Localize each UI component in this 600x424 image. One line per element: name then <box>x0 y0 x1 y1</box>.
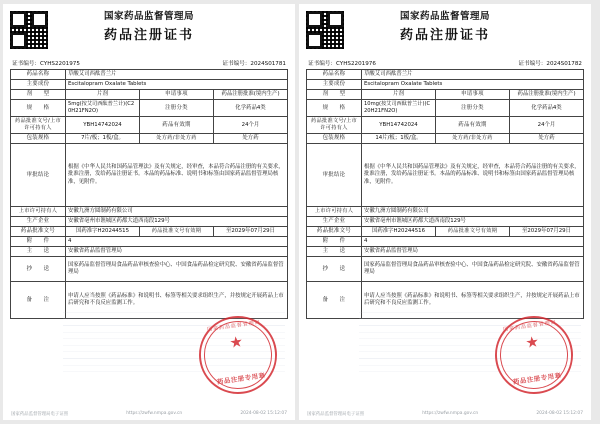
table-row-review <box>307 144 584 207</box>
cert-no-label: 证书编号： <box>12 61 40 67</box>
review-label: 审批结论 <box>11 144 66 207</box>
remark-label: 备 注 <box>11 282 66 319</box>
table-row <box>11 217 288 227</box>
review-text: 根据《中华人民共和国药品管理法》及有关规定，经审查，本品符合药品注册的有关要求，批准注册，发给药品注册证书。本品的药品标准、说明书和标签由国家药品监督管理局核准，见附件。 <box>66 144 288 207</box>
certificate-footer <box>11 411 287 417</box>
main-to-label: 主 送 <box>11 247 66 257</box>
seal-bottom-text: 药品注册专用章 <box>216 371 267 387</box>
row-label: 包装规格 <box>11 134 66 144</box>
row-label-2: 药品有效期 <box>436 117 510 134</box>
table-row <box>11 237 288 247</box>
row-label-2: 申请事项 <box>436 90 510 100</box>
row-label: 药品批准文号/上市许可持有人 <box>307 117 362 134</box>
table-row <box>307 117 584 134</box>
footer-timestamp: 2024-08-02 15:12:07 <box>536 411 583 416</box>
approval-value: 国药准字H20244516 <box>362 227 436 237</box>
table-row <box>307 207 584 217</box>
cert-no-value: CYHS2201976 <box>335 61 376 67</box>
table-row <box>307 80 584 90</box>
table-row <box>307 90 584 100</box>
row-label: 包装规格 <box>307 134 362 144</box>
qr-code-icon[interactable] <box>306 11 344 49</box>
table-row <box>11 282 288 319</box>
qr-code-icon[interactable] <box>10 11 48 49</box>
approval-label: 药品批准文号 <box>307 227 362 237</box>
row-label-2: 注册分类 <box>140 100 214 117</box>
row-value: 14片/板；1板/盒。 <box>362 134 436 144</box>
issuing-organization: 国家药品监督管理局 <box>399 11 490 22</box>
attach-value: 4 <box>66 237 288 247</box>
table-row <box>307 227 584 237</box>
cert-no-value: CYHS2201975 <box>39 61 80 67</box>
row-value-2: 化学药品4类 <box>510 100 584 117</box>
table-row <box>307 257 584 282</box>
footer-url[interactable]: https://zwfw.nmpa.gov.cn <box>126 411 183 416</box>
star-icon: ★ <box>524 332 541 352</box>
remark-label: 备 注 <box>307 282 362 319</box>
copy-to-value: 国家药品监督管理局食品药品审核查验中心、中国食品药品检定研究院、安徽省药品监督管理局 <box>66 257 288 282</box>
certificate-header <box>10 10 288 56</box>
manufacturer-label: 生产企业 <box>307 217 362 227</box>
row-label-2: 处方药/非处方药 <box>436 134 510 144</box>
row-value: 片剂 <box>362 90 436 100</box>
row-label: 规 格 <box>11 100 66 117</box>
row-value: 5mg(按艾司西酞普兰计)(C20H21FN2O) <box>66 100 140 117</box>
certificate-title: 药品注册证书 <box>103 28 194 43</box>
certificate-numbers <box>308 59 582 67</box>
row-label: 药品名称 <box>307 70 362 80</box>
attach-label: 附 件 <box>307 237 362 247</box>
table-row <box>11 80 288 90</box>
table-row <box>11 247 288 257</box>
manufacturer-value: 安徽省亳州市谯城区药都大道西南段129号 <box>66 217 288 227</box>
row-value-2: 药品注册批准(境内生产) <box>510 90 584 100</box>
cert-no-label: 证书编号： <box>308 61 336 67</box>
row-label: 剂 型 <box>11 90 66 100</box>
certificate-title: 药品注册证书 <box>399 28 490 43</box>
row-value-2: 24个月 <box>510 117 584 134</box>
certificate-footer <box>307 411 583 417</box>
table-row <box>11 70 288 80</box>
table-row <box>307 247 584 257</box>
footer-left: 国家药品监督管理局电子证照 <box>307 412 365 417</box>
row-value: Escitalopram Oxalate Tablets <box>66 80 288 90</box>
row-value-2: 处方药 <box>510 134 584 144</box>
certificate-card-1 <box>3 4 295 420</box>
seal-top-text: 国家药品监督管理局 <box>206 319 262 334</box>
attach-label: 附 件 <box>11 237 66 247</box>
copy-to-label: 抄 送 <box>307 257 362 282</box>
table-row <box>11 227 288 237</box>
table-row <box>307 70 584 80</box>
row-label-2: 申请事项 <box>140 90 214 100</box>
certificate-table <box>306 69 584 319</box>
row-label: 药品名称 <box>11 70 66 80</box>
issuing-organization: 国家药品监督管理局 <box>103 11 194 22</box>
seal-bottom-text: 药品注册专用章 <box>512 371 563 387</box>
main-to-value: 安徽省药品监督管理局 <box>362 247 584 257</box>
row-value: YBH14742024 <box>66 117 140 134</box>
row-value: 片剂 <box>66 90 140 100</box>
remark-value: 申请人应当按照《药品标准》和说明书、标签等相关要求组织生产，并按规定开展药品上市后研究和不良反应监测工作。 <box>66 282 288 319</box>
remark-value: 申请人应当按照《药品标准》和说明书、标签等相关要求组织生产，并按规定开展药品上市后研究和不良反应监测工作。 <box>362 282 584 319</box>
doc-no-value: 2024S01781 <box>250 61 286 67</box>
table-row-review <box>11 144 288 207</box>
review-text: 根据《中华人民共和国药品管理法》及有关规定，经审查，本品符合药品注册的有关要求，批准注册，发给药品注册证书。本品的药品标准、说明书和标签由国家药品监督管理局核准，见附件。 <box>362 144 584 207</box>
main-to-label: 主 送 <box>307 247 362 257</box>
main-to-value: 安徽省药品监督管理局 <box>66 247 288 257</box>
copy-to-label: 抄 送 <box>11 257 66 282</box>
valid-value: 至2029年07月29日 <box>214 227 288 237</box>
row-value: 10mg(按艾司西酞普兰计)(C20H21FN2O) <box>362 100 436 117</box>
row-value-2: 处方药 <box>214 134 288 144</box>
row-value-2: 24个月 <box>214 117 288 134</box>
row-label-2: 注册分类 <box>436 100 510 117</box>
table-row <box>307 100 584 117</box>
footer-url[interactable]: https://zwfw.nmpa.gov.cn <box>422 411 479 416</box>
row-value: 草酸艾司西酞普兰片 <box>362 70 584 80</box>
valid-label: 药品批准文号有效期 <box>140 227 214 237</box>
row-value-2: 化学药品4类 <box>214 100 288 117</box>
table-row <box>307 282 584 319</box>
row-label: 主要成份 <box>307 80 362 90</box>
certificate-card-2 <box>299 4 591 420</box>
certificate-numbers <box>12 59 286 67</box>
valid-label: 药品批准文号有效期 <box>436 227 510 237</box>
table-row <box>11 90 288 100</box>
attach-value: 4 <box>362 237 584 247</box>
copy-to-value: 国家药品监督管理局食品药品审核查验中心、中国食品药品检定研究院、安徽省药品监督管理局 <box>362 257 584 282</box>
row-label-2: 处方药/非处方药 <box>140 134 214 144</box>
row-value: Escitalopram Oxalate Tablets <box>362 80 584 90</box>
seal-top-text: 国家药品监督管理局 <box>502 319 558 334</box>
doc-no-value: 2024S01782 <box>546 61 582 67</box>
row-label: 规 格 <box>307 100 362 117</box>
manufacturer-label: 生产企业 <box>11 217 66 227</box>
row-label-2: 药品有效期 <box>140 117 214 134</box>
row-value: 草酸艾司西酞普兰片 <box>66 70 288 80</box>
approval-label: 药品批准文号 <box>11 227 66 237</box>
holder-label: 上市许可持有人 <box>11 207 66 217</box>
table-row <box>307 134 584 144</box>
table-row <box>11 134 288 144</box>
row-value: YBH14742024 <box>362 117 436 134</box>
table-row <box>11 117 288 134</box>
approval-value: 国药准字H20244515 <box>66 227 140 237</box>
row-label: 主要成份 <box>11 80 66 90</box>
holder-label: 上市许可持有人 <box>307 207 362 217</box>
table-row <box>11 257 288 282</box>
table-row <box>11 207 288 217</box>
table-row <box>11 100 288 117</box>
footer-timestamp: 2024-08-02 15:12:07 <box>240 411 287 416</box>
row-value-2: 药品注册批准(境内生产) <box>214 90 288 100</box>
certificate-header <box>306 10 584 56</box>
table-row <box>307 237 584 247</box>
official-seal <box>194 311 282 399</box>
doc-no-label: 证书编号： <box>222 61 251 67</box>
holder-value: 安徽九洲方圆制药有限公司 <box>66 207 288 217</box>
table-row <box>307 217 584 227</box>
row-label: 药品批准文号/上市许可持有人 <box>11 117 66 134</box>
star-icon: ★ <box>228 332 245 352</box>
official-seal <box>490 311 578 399</box>
review-label: 审批结论 <box>307 144 362 207</box>
doc-no-label: 证书编号： <box>518 61 547 67</box>
certificate-table <box>10 69 288 319</box>
manufacturer-value: 安徽省亳州市谯城区药都大道西南段129号 <box>362 217 584 227</box>
valid-value: 至2029年07月29日 <box>510 227 584 237</box>
row-label: 剂 型 <box>307 90 362 100</box>
holder-value: 安徽九洲方圆制药有限公司 <box>362 207 584 217</box>
row-value: 7片/板；1板/盒。 <box>66 134 140 144</box>
footer-left: 国家药品监督管理局电子证照 <box>11 412 69 417</box>
